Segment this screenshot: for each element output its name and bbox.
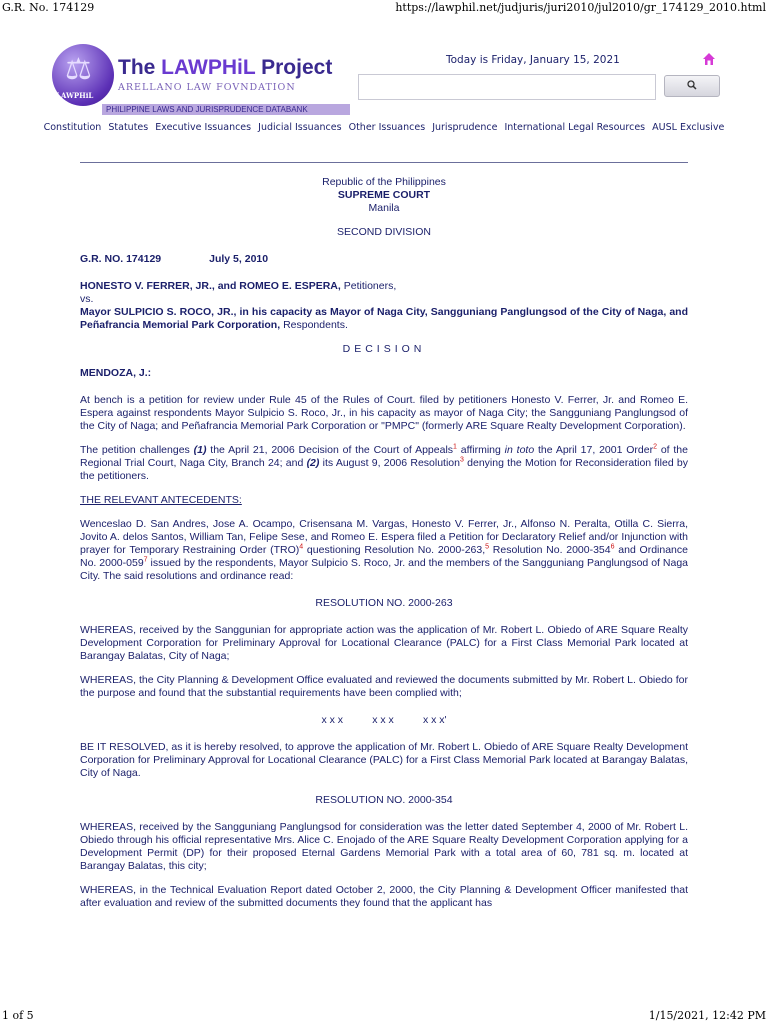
- court-city: Manila: [368, 202, 400, 214]
- footnote-4[interactable]: 4: [299, 543, 304, 551]
- search-button[interactable]: [664, 75, 720, 97]
- scales-icon: ⚖: [65, 52, 92, 87]
- resolution-1-resolved: BE IT RESOLVED, as it is hereby resolved, to approve the application of Mr. Robert L. Obiedo of ARE Square Realty Development Corporation for Preliminary Approval for Locational Clearance (PALC) for a First Class Memorial Park located at Barangay Balatas, City of Naga.: [80, 741, 688, 779]
- print-header-title: G.R. No. 174129: [2, 1, 95, 14]
- print-header: [0, 0, 768, 16]
- nav-jurisprudence[interactable]: Jurisprudence: [432, 122, 498, 133]
- resolution-2-whereas-1: WHEREAS, received by the Sangguniang Panglungsod for consideration was the letter dated September 4, 2000 of Mr. Robert L. Obiedo through his official representative Mrs. Alice C. Enojado of the ARE Square Realty Development Corporation applying for a Development Permit (DP) for their proposed Eternal Gardens Memorial Park with a total area of 60, 781 sq. m. located at Barangay Balatas, this city;: [80, 821, 688, 872]
- logo-emblem: [52, 44, 114, 106]
- paragraph-intro: At bench is a petition for review under Rule 45 of the Rules of Court. filed by petitioners Honesto V. Ferrer, Jr. and Romeo E. Espera against respondents Mayor Sulpicio S. Roco, Jr., in his capacity as mayor of Naga City; the Sangguniang Panglungsod of the City of Naga; and Peñafrancia Memorial Park Corporation or "PMPC" (formerly ARE Square Realty Development Corporation).: [80, 394, 688, 432]
- resolution-1-whereas-1: WHEREAS, received by the Sanggunian for appropriate action was the application of Mr. Robert L. Obiedo of ARE Square Realty Development Corporation for Preliminary Approval for Locational Clearance (PALC) for a First Class Memorial Park located at Barangay Balatas, City of Naga;: [80, 624, 688, 662]
- footnote-1[interactable]: 1: [453, 443, 457, 451]
- republic-line: Republic of the Philippines: [322, 176, 446, 188]
- print-footer: [0, 1008, 768, 1024]
- nav-statutes[interactable]: Statutes: [108, 122, 149, 133]
- resolution-2-whereas-2: WHEREAS, in the Technical Evaluation Report dated October 2, 2000, the City Planning & Development Officer manifested that after evaluation and review of the submitted documents they found that the applicant has: [80, 884, 688, 909]
- logo-title: The LAWPHiL Project: [118, 56, 333, 79]
- nav-executive-issuances[interactable]: Executive Issuances: [155, 122, 252, 133]
- ellipsis-line: x x x x x x x x x': [321, 714, 447, 726]
- versus: vs.: [80, 293, 94, 305]
- nav-judicial-issuances[interactable]: Judicial Issuances: [258, 122, 342, 133]
- search-input[interactable]: [358, 74, 656, 100]
- home-icon[interactable]: [702, 52, 716, 66]
- footnote-3[interactable]: 3: [459, 456, 464, 464]
- ponente: MENDOZA, J.:: [80, 367, 152, 379]
- division: SECOND DIVISION: [337, 226, 431, 238]
- nav-other-issuances[interactable]: Other Issuances: [348, 122, 426, 133]
- footnote-6[interactable]: 6: [610, 543, 615, 551]
- court-name: SUPREME COURT: [337, 189, 431, 201]
- decision-heading: DECISION: [342, 343, 426, 355]
- nav-ausl-exclusive[interactable]: AUSL Exclusive: [652, 122, 725, 133]
- decision-date: July 5, 2010: [209, 253, 269, 265]
- footnote-2[interactable]: 2: [653, 443, 657, 451]
- paragraph-petition: Wenceslao D. San Andres, Jose A. Ocampo, Crisensana M. Vargas, Honesto V. Ferrer, Jr., Alfonso N. Peralta, Otilla C. Sierra, Jovito A. delos Santos, William Tan, Felipe Sese, and Romeo E. Espera filed a Petition for Declaratory Relief and/or Injunction with prayer for Temporary Restraining Order (TRO)$^4$ questioning Resolution No. 2000-263,$^5$ Resolution No. $2000-354^6$ and Ordinance No. $2000-059^7$ issued by the respondents, Mayor Sulpicio S. Roco, Jr. and the members of the Sangguniang Panglungsod of Naga City. The said resolutions and ordinance read:: [80, 518, 688, 582]
- main-nav: [0, 122, 768, 133]
- paragraph-challenges: The petition challenges (1) the April 21, 2006 Decision of the Court of Appeals$^1$ affirming in toto the April 17, 2001 Order$^2$ of the Regional Trial Court, Naga City, Branch 24; and (2) its August 9, 2006 Resolution$^3$ denying the Motion for Reconsideration filed by the petitioners.: [80, 443, 688, 482]
- today-date: Today is Friday, January 15, 2021: [446, 54, 620, 66]
- print-timestamp: 1/15/2021, 12:42 PM: [648, 1009, 766, 1022]
- petitioners: HONESTO V. FERRER, JR., and ROMEO E. ESPERA, Petitioners,: [80, 280, 397, 292]
- antecedents-heading: THE RELEVANT ANTECEDENTS:: [80, 494, 242, 506]
- header-divider: [80, 162, 688, 163]
- respondents: Mayor SULPICIO S. ROCO, JR., in his capacity as Mayor of Naga City, Sangguniang Panglungsod of the City of Naga, and Peñafrancia Memorial Park Corporation, Respondents.: [80, 306, 688, 331]
- resolution-2-title: RESOLUTION NO. 2000-354: [315, 794, 453, 806]
- nav-international-legal-resources[interactable]: International Legal Resources: [504, 122, 646, 133]
- search-icon: [687, 80, 697, 90]
- case-number-line: [80, 253, 688, 266]
- logo-subtitle: ARELLANO LAW FOVNDATION: [118, 82, 296, 93]
- resolution-1-whereas-2: WHEREAS, the City Planning & Development Office evaluated and reviewed the documents submitted by Mr. Robert L. Obiedo for the purpose and found that the substantial requirements have been complied with;: [80, 674, 688, 699]
- page-count: 1 of 5: [2, 1009, 34, 1022]
- logo-tagline: PHILIPPINE LAWS AND JURISPRUDENCE DATABANK: [102, 104, 350, 115]
- lawphil-logo[interactable]: [52, 44, 352, 122]
- print-header-url: https://lawphil.net/judjuris/juri2010/jul2010/gr_174129_2010.html: [395, 1, 766, 14]
- footnote-7[interactable]: 7: [143, 556, 148, 564]
- footnote-5[interactable]: 5: [485, 543, 490, 551]
- decision-document: [80, 176, 688, 910]
- logo-badge-text: LAWPHiL: [56, 91, 94, 100]
- nav-constitution[interactable]: Constitution: [43, 122, 102, 133]
- gr-number: G.R. NO. 174129: [80, 253, 162, 265]
- resolution-1-title: RESOLUTION NO. 2000-263: [315, 597, 453, 609]
